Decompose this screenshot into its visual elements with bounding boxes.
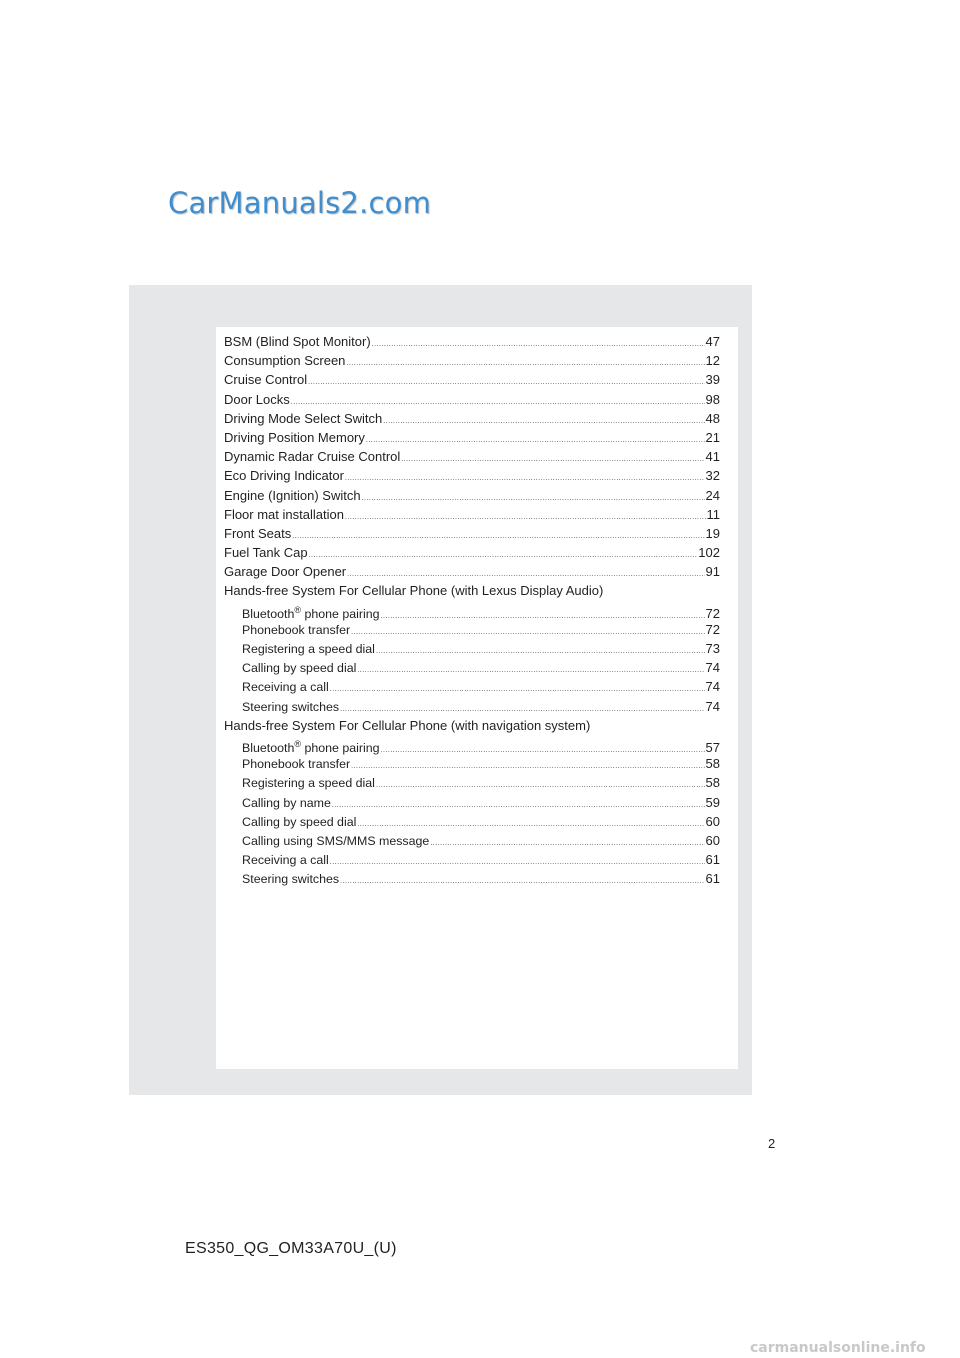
leader-dots xyxy=(330,680,705,699)
toc-entry-label: Phonebook transfer xyxy=(242,757,351,772)
leader-dots xyxy=(372,335,705,354)
toc-entry[interactable] xyxy=(224,370,720,389)
pairing-suffix: phone pairing xyxy=(301,740,380,755)
toc-subentry[interactable] xyxy=(224,677,720,696)
toc-entry-label: BSM (Blind Spot Monitor) xyxy=(224,334,371,349)
toc-entry-page: 48 xyxy=(705,410,720,426)
toc-entry-page: 74 xyxy=(705,660,720,676)
toc-entry[interactable] xyxy=(224,351,720,370)
leader-dots xyxy=(345,469,705,488)
toc-entry-label: Steering switches xyxy=(242,872,340,887)
toc-entry-page: 73 xyxy=(705,641,720,656)
toc-entry-label: Receiving a call xyxy=(242,680,329,695)
leader-dots xyxy=(376,642,705,661)
toc-entry-page: 72 xyxy=(705,605,720,621)
toc-entry-page: 39 xyxy=(705,372,720,388)
leader-dots xyxy=(357,661,704,680)
leader-dots xyxy=(345,508,706,527)
leader-dots xyxy=(383,412,704,431)
leader-dots xyxy=(340,872,704,891)
toc-entry-page: 57 xyxy=(705,739,720,755)
toc-entry-label: Front Seats xyxy=(224,525,292,541)
document-code: ES350_QG_OM33A70U_(U) xyxy=(185,1240,397,1257)
leader-dots xyxy=(330,853,705,872)
toc-subentry[interactable] xyxy=(224,754,720,773)
toc-entry-label: Driving Position Memory xyxy=(224,429,365,445)
toc-entry[interactable] xyxy=(224,466,720,485)
toc-entry-label: Registering a speed dial xyxy=(242,642,375,656)
leader-dots xyxy=(292,527,704,546)
toc-entry[interactable] xyxy=(224,409,720,428)
toc-entry-page: 98 xyxy=(705,391,720,407)
toc-entry-label: Calling by speed dial xyxy=(242,661,357,676)
toc-entry[interactable] xyxy=(224,505,720,524)
toc-entry-label: Driving Mode Select Switch xyxy=(224,410,383,426)
toc-entry-page: 74 xyxy=(705,679,720,695)
toc-entry-page: 32 xyxy=(705,468,720,484)
toc-entry-page: 74 xyxy=(705,698,720,714)
leader-dots xyxy=(362,489,705,508)
toc-entry-label: Cruise Control xyxy=(224,372,308,388)
toc-entry-page: 12 xyxy=(705,353,720,369)
toc-group-heading-navigation: Hands-free System For Cellular Phone (with navigation system) xyxy=(224,717,591,733)
toc-entry-label: Door Locks xyxy=(224,391,290,407)
toc-entry-label: Floor mat installation xyxy=(224,506,344,522)
toc-subentry[interactable] xyxy=(224,773,720,792)
toc-group-heading-display-audio: Hands-free System For Cellular Phone (with Lexus Display Audio) xyxy=(224,583,604,599)
toc-entry-label: Registering a speed dial xyxy=(242,776,375,791)
toc-subentry[interactable] xyxy=(224,812,720,831)
leader-dots xyxy=(351,757,704,776)
registered-mark: ® xyxy=(294,604,301,615)
toc-entry-page: 102 xyxy=(698,545,720,561)
toc-entry[interactable] xyxy=(224,562,720,581)
toc-subentry[interactable] xyxy=(224,850,720,869)
toc-entry[interactable] xyxy=(224,543,720,562)
toc-subentry-bluetooth-pairing[interactable] xyxy=(224,735,720,754)
toc-entry-page: 24 xyxy=(705,487,720,503)
toc-entry-page: 21 xyxy=(705,429,720,445)
toc-entry-label: Fuel Tank Cap xyxy=(224,545,308,561)
toc-entry-page: 72 xyxy=(705,621,720,637)
leader-dots xyxy=(366,431,705,450)
toc-entry-page: 47 xyxy=(705,334,720,349)
toc-subentry[interactable] xyxy=(224,869,720,888)
toc-entry[interactable] xyxy=(224,486,720,505)
toc-entry-page: 41 xyxy=(705,449,720,465)
leader-dots xyxy=(376,776,705,795)
toc-subentry[interactable] xyxy=(224,620,720,639)
bluetooth-label: Bluetooth xyxy=(242,740,295,755)
bluetooth-label: Bluetooth xyxy=(242,606,295,621)
toc-entry-label: Consumption Screen xyxy=(224,353,346,369)
toc-entry-label: Dynamic Radar Cruise Control xyxy=(224,449,401,465)
toc-entry-page: 58 xyxy=(705,775,720,791)
leader-dots xyxy=(332,796,705,815)
toc-entry-page: 19 xyxy=(705,525,720,541)
toc-subentry[interactable] xyxy=(224,658,720,677)
toc-entry-page: 58 xyxy=(705,756,720,772)
toc-entry-label: Engine (Ignition) Switch xyxy=(224,487,361,503)
toc-entry[interactable] xyxy=(224,524,720,543)
leader-dots xyxy=(401,450,704,469)
toc-entry-page: 11 xyxy=(706,506,720,522)
toc-entry-label: Calling using SMS/MMS message xyxy=(242,833,430,848)
toc-entry-label: Phonebook transfer xyxy=(242,622,351,637)
toc-subentry-bluetooth-pairing[interactable] xyxy=(224,601,720,620)
toc-entry[interactable] xyxy=(224,447,720,466)
leader-dots xyxy=(346,354,704,373)
toc-entry-page: 60 xyxy=(705,832,720,848)
leader-dots xyxy=(308,373,704,392)
toc-entry-page: 61 xyxy=(705,852,720,868)
registered-mark: ® xyxy=(294,738,301,749)
toc-entry-label: Calling by name xyxy=(242,795,331,810)
pairing-suffix: phone pairing xyxy=(301,606,380,621)
toc-entry-label: Eco Driving Indicator xyxy=(224,468,344,484)
toc-subentry[interactable] xyxy=(224,697,720,716)
toc-entry[interactable] xyxy=(224,428,720,447)
watermark-carmanualsonline: carmanualsonline.info xyxy=(750,1340,926,1356)
toc-entry-label: Steering switches xyxy=(242,699,340,714)
toc-subentry[interactable] xyxy=(224,793,720,812)
toc-subentry[interactable] xyxy=(224,639,720,658)
leader-dots xyxy=(430,834,704,853)
leader-dots xyxy=(309,546,698,565)
toc-entry-label: Garage Door Opener xyxy=(224,564,347,580)
toc-entry-page: 59 xyxy=(705,794,720,810)
page-number: 2 xyxy=(768,1136,776,1151)
toc-subentry[interactable] xyxy=(224,831,720,850)
watermark-carmanuals2: CarManuals2.com xyxy=(168,186,432,220)
table-of-contents xyxy=(224,332,720,888)
toc-entry-label: Receiving a call xyxy=(242,853,329,868)
toc-entry-label: Calling by speed dial xyxy=(242,814,357,829)
leader-dots xyxy=(351,623,704,642)
toc-entry[interactable] xyxy=(224,390,720,409)
toc-entry-page: 61 xyxy=(705,871,720,887)
toc-entry-page: 60 xyxy=(705,813,720,829)
toc-entry-page: 91 xyxy=(705,564,720,580)
toc-entry[interactable] xyxy=(224,332,720,351)
